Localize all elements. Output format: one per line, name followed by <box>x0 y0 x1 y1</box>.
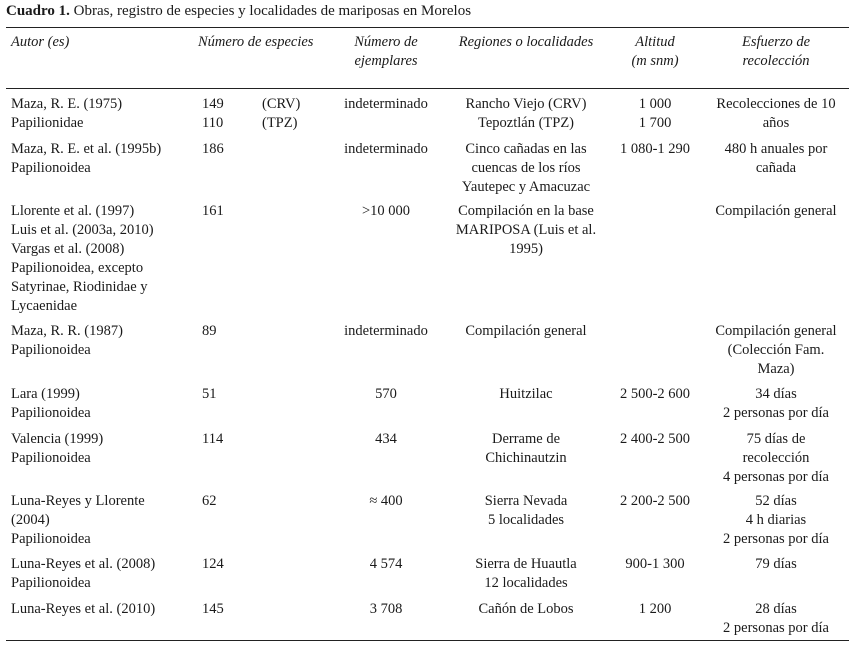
cell-line: 2 personas por día <box>723 620 829 636</box>
cell-line: Papilionoidea <box>11 531 91 547</box>
cell-line: 145 <box>202 601 224 617</box>
cell-especies <box>202 492 242 511</box>
cell-line: Satyrinae, Riodinidae y <box>11 279 148 295</box>
cell-ejemplares <box>322 600 450 619</box>
cell-line: Rancho Viejo (CRV) <box>465 96 587 112</box>
cell-altitud <box>605 95 705 133</box>
cell-line: Yautepec y Amacuzac <box>461 179 591 195</box>
header-esfuerzo-line: recolección <box>742 53 810 69</box>
cell-line: 124 <box>202 556 224 572</box>
cell-line: Maza, R. E. et al. (1995b) <box>11 141 162 157</box>
cell-line: 110 <box>202 115 224 131</box>
cell-line: 4 h diarias <box>745 512 807 528</box>
cell-line: Maza, R. R. (1987) <box>11 323 123 339</box>
cell-line: Papilionoidea, excepto <box>11 260 144 276</box>
cell-regiones <box>446 140 606 197</box>
cell-autor <box>11 555 196 593</box>
cell-line: 12 localidades <box>484 575 568 591</box>
cell-ejemplares <box>322 555 450 574</box>
cell-ejemplares <box>322 95 450 114</box>
header-especies: Número de especies <box>198 34 314 50</box>
cell-line: Cañón de Lobos <box>478 601 574 617</box>
cell-line: ≈ 400 <box>369 493 403 509</box>
cell-line: >10 000 <box>361 203 411 219</box>
cell-autor <box>11 430 196 468</box>
cell-esfuerzo <box>705 430 847 487</box>
cell-regiones <box>446 555 606 593</box>
cell-line: años <box>762 115 790 131</box>
cell-line: cañada <box>755 160 797 176</box>
cell-line: Papilionoidea <box>11 342 91 358</box>
cell-line: 186 <box>202 141 224 157</box>
cell-line: Compilación general <box>715 203 837 219</box>
cell-altitud <box>605 555 705 574</box>
cell-regiones <box>446 600 606 619</box>
cell-line: 28 días <box>755 601 797 617</box>
cell-line: (TPZ) <box>262 115 298 131</box>
cell-line: 114 <box>202 431 224 447</box>
cell-line: 4 personas por día <box>723 469 829 485</box>
cell-regiones <box>446 202 606 259</box>
cell-line: 2 500-2 600 <box>619 386 691 402</box>
cell-line: 2 200-2 500 <box>619 493 691 509</box>
cell-especies-note <box>262 95 312 133</box>
cell-line: Vargas et al. (2008) <box>11 241 125 257</box>
cell-line: Maza) <box>757 361 795 377</box>
cell-line: 51 <box>202 386 217 402</box>
cell-esfuerzo <box>705 555 847 574</box>
cell-line: 62 <box>202 493 217 509</box>
cell-altitud <box>605 385 705 404</box>
cell-ejemplares <box>322 322 450 341</box>
cell-line: 52 días <box>755 493 797 509</box>
header-rule <box>6 88 849 89</box>
cell-autor <box>11 600 196 619</box>
cell-line: Chichinautzin <box>485 450 567 466</box>
cell-line: recolección <box>742 450 810 466</box>
cell-ejemplares <box>322 385 450 404</box>
cell-line: Papilionoidea <box>11 575 91 591</box>
header-esfuerzo <box>705 33 847 71</box>
cell-especies <box>202 555 242 574</box>
cell-altitud <box>605 430 705 449</box>
cell-line: Cinco cañadas en las <box>465 141 587 157</box>
cell-especies <box>202 430 242 449</box>
cell-altitud <box>605 600 705 619</box>
cell-autor <box>11 202 196 316</box>
cell-esfuerzo <box>705 492 847 549</box>
cell-line: (Colección Fam. <box>727 342 825 358</box>
cell-line: 480 h anuales por <box>724 141 828 157</box>
cell-line: indeterminado <box>344 96 428 112</box>
cell-line: Luna-Reyes et al. (2010) <box>11 601 156 617</box>
table-caption <box>6 3 471 20</box>
cell-line: (CRV) <box>262 96 301 112</box>
cell-esfuerzo <box>705 140 847 178</box>
cell-line: Lara (1999) <box>11 386 80 402</box>
cell-line: 5 localidades <box>487 512 565 528</box>
cell-line: MARIPOSA (Luis et al. <box>455 222 597 238</box>
cell-line: 2 personas por día <box>723 405 829 421</box>
cell-regiones <box>446 385 606 404</box>
cell-line: Llorente et al. (1997) <box>11 203 135 219</box>
cell-line: 900-1 300 <box>625 556 685 572</box>
cell-altitud <box>605 140 705 159</box>
cell-line: 161 <box>202 203 224 219</box>
cell-especies <box>202 202 242 221</box>
header-regiones: Regiones o localidades <box>458 34 594 50</box>
cell-line: Sierra Nevada <box>484 493 568 509</box>
cell-autor <box>11 95 196 133</box>
cell-regiones <box>446 322 606 341</box>
caption-label: Cuadro 1. <box>6 3 70 19</box>
cell-esfuerzo <box>705 322 847 379</box>
cell-esfuerzo <box>705 95 847 133</box>
top-rule <box>6 27 849 28</box>
cell-line: 3 708 <box>369 601 403 617</box>
header-ejemplares-line: Número de <box>354 34 418 50</box>
cell-line: 1 700 <box>638 115 672 131</box>
cell-ejemplares <box>322 492 450 511</box>
cell-line: 79 días <box>755 556 797 572</box>
header-ejemplares <box>322 33 450 71</box>
cell-esfuerzo <box>705 202 847 221</box>
cell-line: 34 días <box>755 386 797 402</box>
caption-text: Obras, registro de especies y localidades de mariposas en Morelos <box>73 3 472 19</box>
cell-line: Sierra de Huautla <box>475 556 577 572</box>
cell-line: 1 080-1 290 <box>619 141 691 157</box>
cell-line: Compilación en la base <box>458 203 594 219</box>
cell-line: Luna-Reyes et al. (2008) <box>11 556 156 572</box>
cell-line: Tepoztlán (TPZ) <box>477 115 575 131</box>
cell-line: 434 <box>375 431 397 447</box>
cell-line: Luna-Reyes y Llorente <box>11 493 145 509</box>
cell-line: Recolecciones de 10 <box>716 96 836 112</box>
cell-autor <box>11 492 196 549</box>
cell-esfuerzo <box>705 385 847 423</box>
header-esfuerzo-line: Esfuerzo de <box>741 34 811 50</box>
cell-line: Derrame de <box>491 431 561 447</box>
cell-ejemplares <box>322 202 450 221</box>
cell-line: Compilación general <box>465 323 587 339</box>
cell-line: Papilionoidea <box>11 450 91 466</box>
cell-regiones <box>446 430 606 468</box>
cell-line: Maza, R. E. (1975) <box>11 96 123 112</box>
cell-line: (2004) <box>11 512 50 528</box>
header-ejemplares-line: ejemplares <box>354 53 418 69</box>
cell-regiones <box>446 492 606 530</box>
header-autor: Autor (es) <box>11 34 70 50</box>
cell-ejemplares <box>322 140 450 159</box>
cell-line: Papilionoidea <box>11 160 91 176</box>
cell-line: Luis et al. (2003a, 2010) <box>11 222 154 238</box>
cell-autor <box>11 140 196 178</box>
cell-line: indeterminado <box>344 141 428 157</box>
cell-especies <box>202 95 242 133</box>
cell-line: indeterminado <box>344 323 428 339</box>
cell-line: cuencas de los ríos <box>471 160 581 176</box>
cell-line: 2 personas por día <box>723 531 829 547</box>
cell-altitud <box>605 492 705 511</box>
cell-regiones <box>446 95 606 133</box>
cell-autor <box>11 322 196 360</box>
bottom-rule <box>6 640 849 641</box>
cell-line: 1995) <box>509 241 543 257</box>
cell-autor <box>11 385 196 423</box>
cell-especies <box>202 385 242 404</box>
cell-especies <box>202 322 242 341</box>
header-altitud <box>605 33 705 71</box>
cell-line: 149 <box>202 96 224 112</box>
cell-line: 2 400-2 500 <box>619 431 691 447</box>
cell-especies <box>202 600 242 619</box>
cell-line: 75 días de <box>746 431 806 447</box>
cell-line: 570 <box>375 386 397 402</box>
cell-line: Compilación general <box>715 323 837 339</box>
cell-line: Valencia (1999) <box>11 431 104 447</box>
cell-line: 1 200 <box>638 601 672 617</box>
cell-especies <box>202 140 242 159</box>
cell-line: 1 000 <box>638 96 672 112</box>
cell-line: 89 <box>202 323 217 339</box>
cell-line: 4 574 <box>369 556 403 572</box>
header-altitud-line: (m snm) <box>631 53 679 69</box>
cell-line: Papilionidae <box>11 115 84 131</box>
header-altitud-line: Altitud <box>635 34 675 50</box>
cell-line: Lycaenidae <box>11 298 78 314</box>
cell-line: Papilionoidea <box>11 405 91 421</box>
cell-line: Huitzilac <box>499 386 553 402</box>
cell-esfuerzo <box>705 600 847 638</box>
cell-ejemplares <box>322 430 450 449</box>
